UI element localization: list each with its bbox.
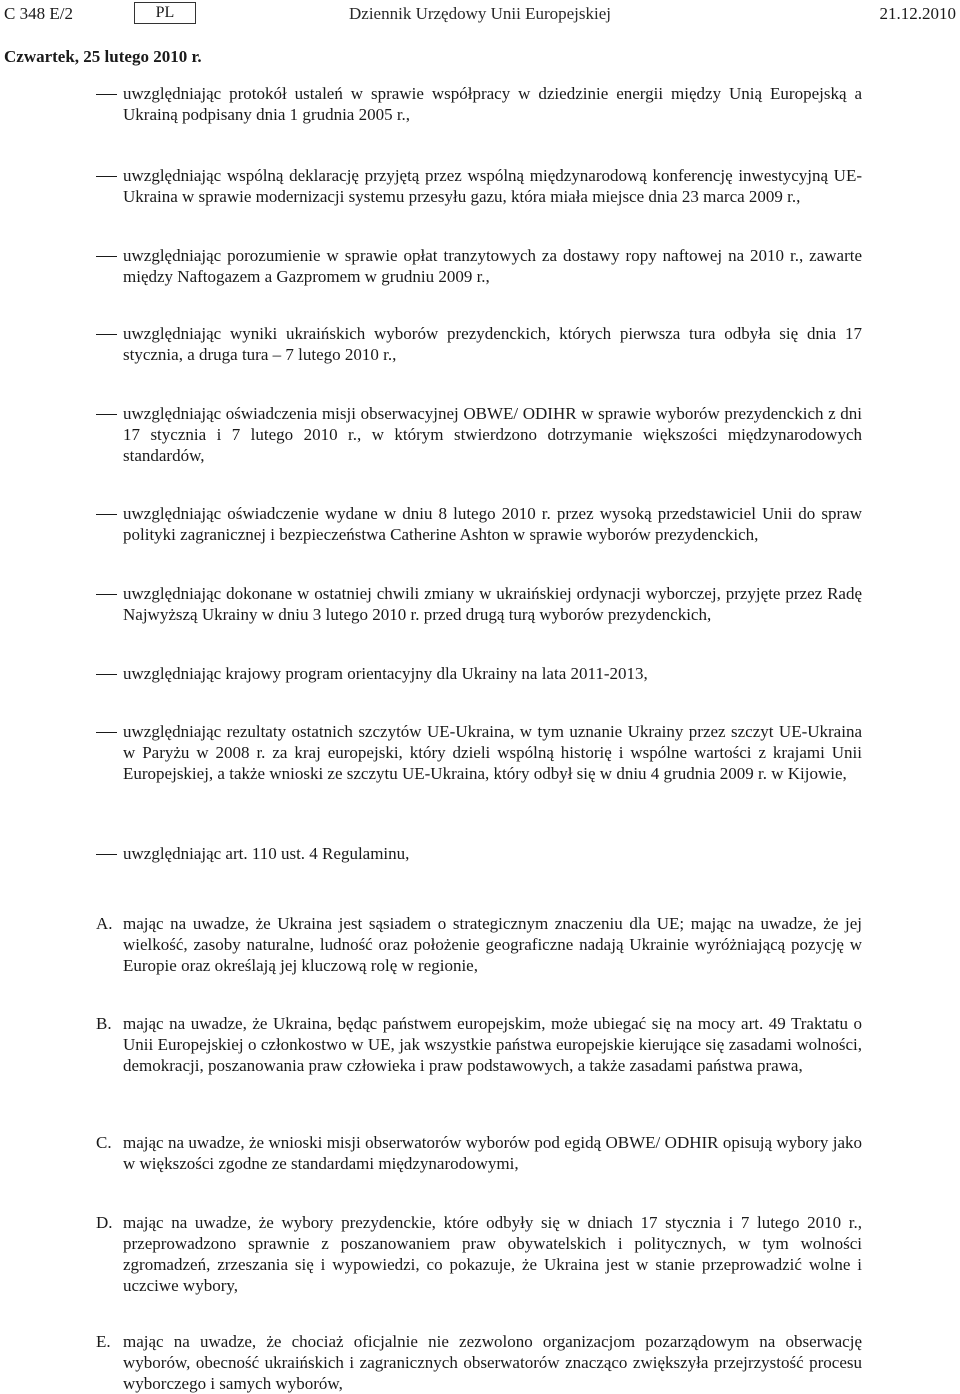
language-box: PL [134,2,196,24]
citation-text: uwzględniając porozumienie w sprawie opłat tranzytowych za dostawy ropy naftowej na 2010 r., zawarte między Naftogazem a Gazpromem w grudniu 2009 r., [123,246,862,286]
citation-text: uwzględniając wyniki ukraińskich wyborów prezydenckich, których pierwsza tura odbyła się dnia 17 stycznia, a druga tura – 7 lutego 2010 r., [123,324,862,364]
recital-text: mając na uwadze, że chociaż oficjalnie nie zezwolono organizacjom pozarządowym na obserwację wyborów, obecność ukraińskich i zagranicznych obserwatorów znacząco zwiększyła przejrzystość procesu wyborczego i samych wyborów, [123,1332,862,1393]
recital-text: mając na uwadze, że Ukraina jest sąsiadem o strategicznym znaczeniu dla UE; mając na uwadze, że jej wielkość, zasoby naturalne, ludność oraz położenie geograficzne nadają Ukrainie wyróżniającą pozycję w Europie oraz określają jej kluczową rolę w regionie, [123,914,862,975]
page-header [0,2,960,28]
recital-letter: E. [96,1332,111,1351]
recital-letter: C. [96,1133,112,1152]
journal-title: Dziennik Urzędowy Unii Europejskiej [349,4,612,23]
citation-text: uwzględniając krajowy program orientacyjny dla Ukrainy na lata 2011-2013, [123,664,648,683]
citation-text: uwzględniając oświadczenie wydane w dniu 8 lutego 2010 r. przez wysoką przedstawiciel Unii do spraw polityki zagranicznej i bezpieczeństwa Catherine Ashton w sprawie wyborów prezydenckich, [123,504,862,544]
recital-letter: D. [96,1213,113,1232]
recital-text: mając na uwadze, że wnioski misji obserwatorów wyborów pod egidą OBWE/ ODHIR opisują wybory jako w większości zgodne ze standardami międzynarodowymi, [123,1133,862,1173]
dash-marker [96,256,117,257]
citation-text: uwzględniając oświadczenia misji obserwacyjnej OBWE/ ODIHR w sprawie wyborów prezydenckich z dni 17 stycznia i 7 lutego 2010 r., w którym stwierdzono dotrzymanie większości międzynarodowych standardów, [123,404,862,465]
recital-letter: B. [96,1014,112,1033]
citation-text: uwzględniając art. 110 ust. 4 Regulaminu, [123,844,410,863]
dash-marker [96,334,117,335]
dash-marker [96,414,117,415]
dash-marker [96,732,117,733]
dash-marker [96,94,117,95]
sitting-date: Czwartek, 25 lutego 2010 r. [4,47,202,66]
citation-text: uwzględniając rezultaty ostatnich szczytów UE-Ukraina, w tym uznanie Ukrainy przez szczyt UE-Ukraina w Paryżu w 2008 r. za kraj europejski, który dzieli wspólną historię i wspólne wartości z krajami Unii Europejskiej, a także wnioski ze szczytu UE-Ukraina, który odbył się w dniu 4 grudnia 2009 r. w Kijowie, [123,722,862,783]
dash-marker [96,854,117,855]
dash-marker [96,674,117,675]
journal-reference: C 348 E/2 [4,4,73,23]
recital-text: mając na uwadze, że Ukraina, będąc państwem europejskim, może ubiegać się na mocy art. 49 Traktatu o Unii Europejskiej o członkostwo w UE, jak wszystkie państwa europejskie kierujące się zasadami wolności, demokracji, poszanowania praw człowieka i praw podstawowych, a także zasadami państwa prawa, [123,1014,862,1075]
citation-text: uwzględniając protokół ustaleń w sprawie współpracy w dziedzinie energii między Unią Europejską a Ukrainą podpisany dnia 1 grudnia 2005 r., [123,84,862,124]
recital-letter: A. [96,914,113,933]
citation-text: uwzględniając dokonane w ostatniej chwili zmiany w ukraińskiej ordynacji wyborczej, przyjęte przez Radę Najwyższą Ukrainy w dniu 3 lutego 2010 r. przed drugą turą wyborów prezydenckich, [123,584,862,624]
publication-date: 21.12.2010 [879,4,956,23]
dash-marker [96,514,117,515]
recital-text: mając na uwadze, że wybory prezydenckie, które odbyły się w dniach 17 stycznia i 7 lutego 2010 r., przeprowadzono sprawnie z poszanowaniem praw obywatelskich i politycznych, w tym wolności zgromadzeń, zrzeszania się i wypowiedzi, co pokazuje, że Ukraina jest w stanie przeprowadzić wolne i uczciwe wybory, [123,1213,862,1295]
dash-marker [96,176,117,177]
citation-text: uwzględniając wspólną deklarację przyjętą przez wspólną międzynarodową konferencję inwestycyjną UE-Ukraina w sprawie modernizacji systemu przesyłu gazu, która miała miejsce dnia 23 marca 2009 r., [123,166,862,206]
dash-marker [96,594,117,595]
